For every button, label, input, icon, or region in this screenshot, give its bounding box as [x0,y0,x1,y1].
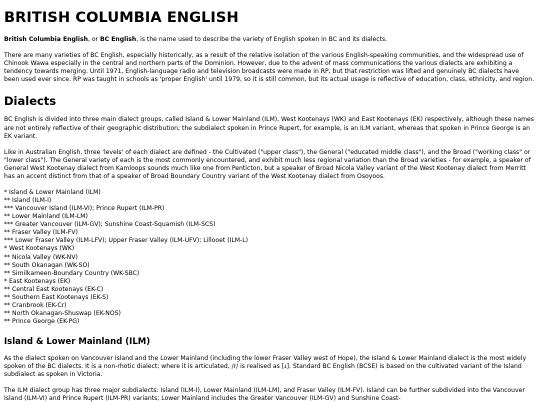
list-item: ** Central East Kootenays (EK-C) [4,285,104,293]
intro-rest: , is the name used to describe the variety of English spoken in BC and its dialects. [136,36,388,43]
list-item: * East Kootenays (EK) [4,277,71,285]
list-item: *** Lower Fraser Valley (ILM-LFV); Upper Fraser Valley (ILM-UFV); Lillooet (ILM-L) [4,237,249,245]
ilm-paragraph-1: As the dialect spoken on Vancouver Island and the Lower Mainland (including the lower Fraser Valley west of Hope), the Island & Lower Mainland dialect is the most widely spoken of the BC dialects. It is a non-rhotic dialect; where it is articulated, /r/ is realised as [ɹ]. Standard BC English (BCSE) is based on the cultivated variant of the Island subdialect as spoken in Victoria. [4,354,527,379]
dialect-list [4,189,535,326]
list-item: *** Vancouver Island (ILM-VI); Prince Rupert (ILM-PR) [4,205,165,213]
list-item: *** Greater Vancouver (ILM-GV); Sunshine Coast-Squamish (ILM-SCS) [4,221,216,229]
list-item: ** Similkameen-Boundary Country (WK-SBC) [4,269,140,277]
history-paragraph: There are many varieties of BC English, especially historically, as a result of the relative isolation of the various English-speaking communities, and the widespread use of Chinook Wawa especially in the central and northern parts of the Dominion. However, due to the advent of mass communications the various dialects are exhibiting a tendency towards merging. Until 1971, English-language radio and television broadcasts were made in RP, but that restriction was lifted and genuinely BC dialects have been used ever since. RP was taught in schools as 'proper English' until 1979, so it is still common, but its actual usage is reflective of education, class, ethnicity, and region. [4,52,535,84]
intro-paragraph [4,36,535,44]
page-title: BRITISH COLUMBIA ENGLISH [4,10,239,26]
intro-separator: , or [87,36,100,43]
list-item: ** Lower Mainland (ILM-LM) [4,213,88,221]
list-item: ** Nicola Valley (WK-NV) [4,253,78,261]
list-item: ** Island (ILM-I) [4,197,52,205]
list-item: ** Southern East Kootenays (EK-S) [4,293,109,301]
list-item: ** Cranbrook (EK-Cr) [4,301,67,309]
list-item: ** North Okanagan-Shuswap (EK-NOS) [4,309,121,317]
ilm-paragraph-2: The ILM dialect group has three major subdialects: Island (ILM-I), Lower Mainland (ILM-LM), and Fraser Valley (ILM-FV). Island can be further subdivided into the Vancouver Island (ILM-VI) and Prince Rupert (ILM-PR) variants; Lower Mainland includes the Greater Vancouver (ILM-GV) and Sunshine Coast- [4,387,525,403]
list-item: * West Kootenays (WK) [4,245,75,253]
dialects-paragraph-1: BC English is divided into three main dialect groups, called Island & Lower Mainland (ILM), West Kootenays (WK) and East Kootenays (EK) respectively, although these names are not entirely reflective of their geographic distribution; the subdialect spoken in Prince Rupert, for example, is an ILM variant, whereas that spoken in Prince George is an EK variant. [4,116,534,140]
list-item: * Island & Lower Mainland (ILM) [4,189,101,197]
ilm-heading: Island & Lower Mainland (ILM) [4,336,151,347]
list-item: ** South Okanagan (WK-SO) [4,261,90,269]
intro-term-bc-english: British Columbia English [4,36,88,43]
intro-term-short: BC English [100,36,137,43]
dialects-heading: Dialects [4,94,57,109]
list-item: ** Prince George (EK-PG) [4,317,80,325]
list-item: ** Fraser Valley (ILM-FV) [4,229,78,237]
dialects-paragraph-2: Like in Australian English, three 'levels' of each dialect are defined - the Cultivated ("upper class"), the General ("educated middle class"), and the Broad ("working class" or "lower class"). The General variety of each is the most commonly encountered, and exhibit much less regional variation than the Broad varieties - for example, a speaker of General West Kootenay dialect from Kamloops sounds much like one from Penticton, but a speaker of Broad Nicola Valley variant of the West Kootenay dialect from Merritt has an accent distinct from that of a speaker of Broad Boundary Country variant of the West Kootenay dialect from Osoyoos. [4,148,531,181]
